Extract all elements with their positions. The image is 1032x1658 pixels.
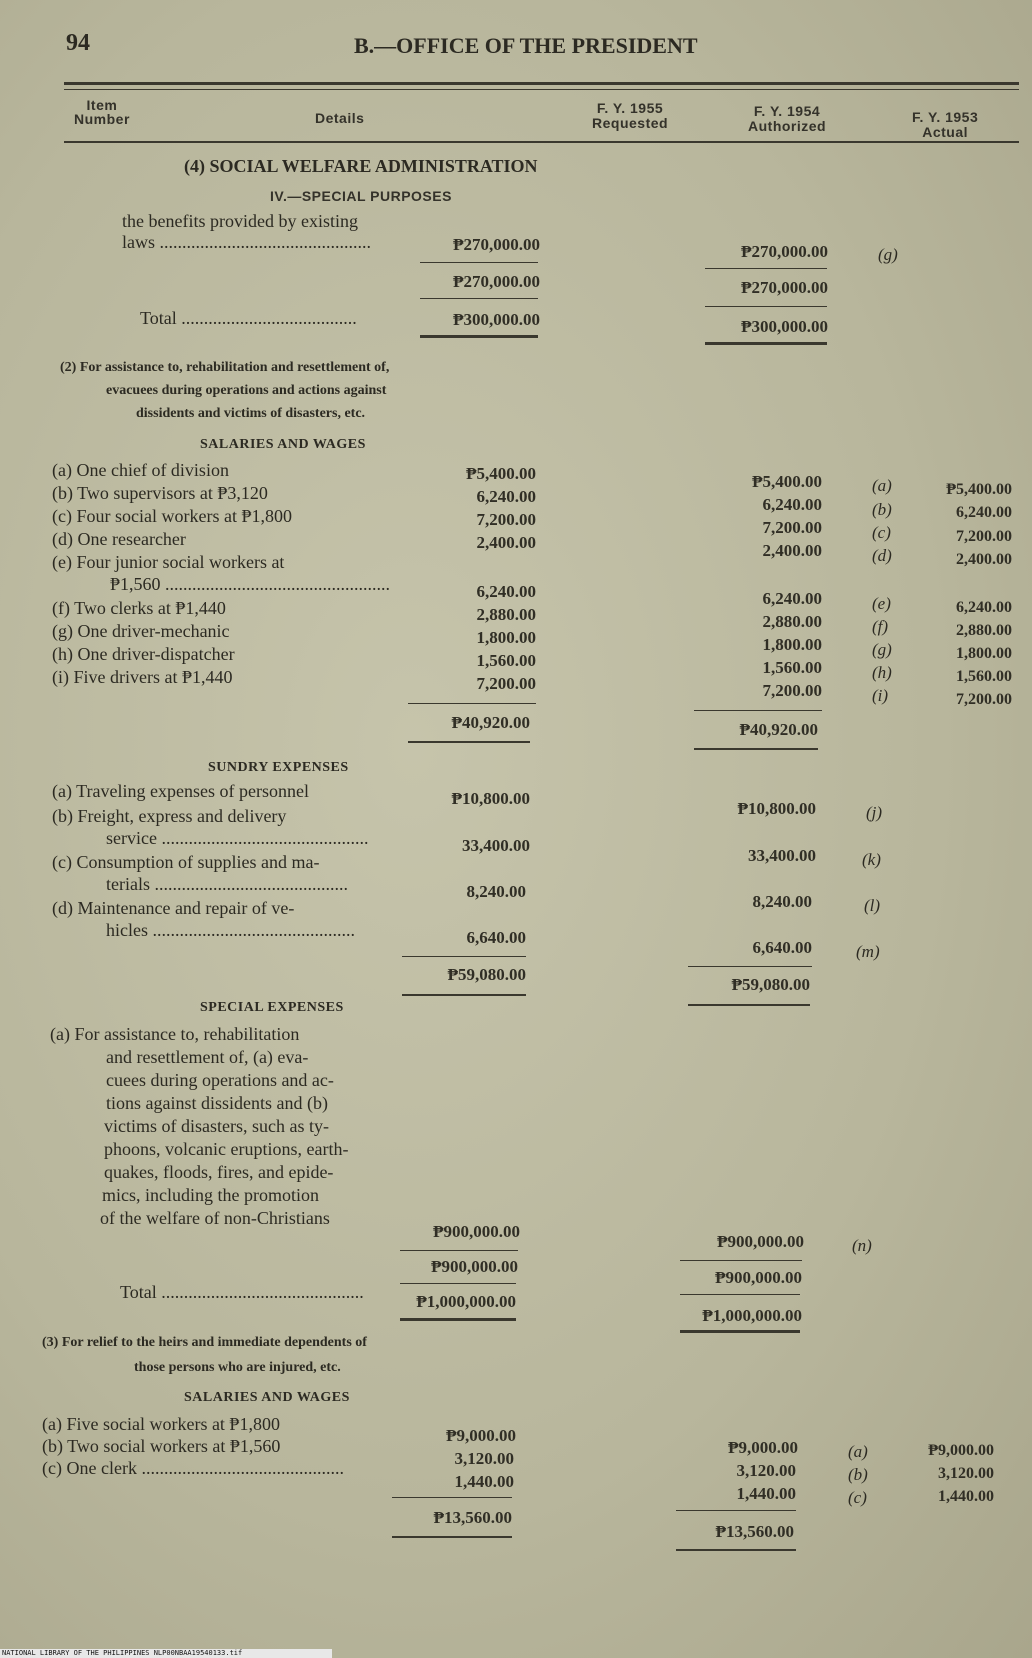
rule	[400, 1283, 516, 1284]
sundry-note: (l)	[864, 896, 881, 915]
page-title: B.—OFFICE OF THE PRESIDENT	[354, 33, 698, 58]
leader-dots: ...........................................	[149, 874, 348, 894]
carry-line1: the benefits provided by existing	[122, 211, 358, 231]
special-auth: ₱900,000.00	[717, 1232, 804, 1251]
salary-label: (g) One driver-mechanic	[52, 621, 230, 641]
salary-req: 1,800.00	[476, 628, 536, 647]
p3-salary-label	[42, 1458, 344, 1479]
salary-label-cont-text: ₱1,560	[110, 574, 161, 594]
sundry-label-cont-text: hicles	[106, 920, 148, 940]
page-number: 94	[66, 30, 90, 56]
salary-actual: 1,560.00	[956, 668, 1012, 685]
salary-req: ₱5,400.00	[466, 464, 536, 483]
double-rule	[400, 1318, 516, 1321]
sundry-label-cont	[106, 920, 355, 941]
salary-auth: 1,560.00	[762, 658, 822, 677]
salary-req: 2,400.00	[476, 533, 536, 552]
salaries-total-req: ₱40,920.00	[451, 713, 530, 732]
col-fy1954	[748, 104, 826, 134]
part2-total-text: Total	[120, 1282, 157, 1302]
rule	[694, 710, 822, 711]
part2-total-req: ₱1,000,000.00	[416, 1292, 516, 1311]
salary-actual: ₱5,400.00	[946, 481, 1012, 498]
salary-note: (d)	[872, 546, 892, 565]
col-fy1953-line2: Actual	[922, 124, 969, 140]
part2-heading-2: evacuees during operations and actions against	[106, 383, 387, 398]
leader-dots: .............................................	[156, 1282, 364, 1302]
special-title: SPECIAL EXPENSES	[200, 1000, 344, 1015]
special-req: ₱900,000.00	[433, 1222, 520, 1241]
salary-label: (c) Four social workers at ₱1,800	[52, 506, 292, 526]
salary-req: 7,200.00	[476, 510, 536, 529]
header-rule-bottom	[64, 141, 1019, 143]
rule	[392, 1536, 512, 1538]
leader-dots: ..............................................	[156, 828, 369, 848]
salary-auth: 7,200.00	[762, 518, 822, 537]
sundry-label-cont-text: service	[106, 828, 157, 848]
rule	[392, 1497, 512, 1498]
special-line: victims of disasters, such as ty-	[104, 1116, 329, 1136]
col-item-number	[74, 98, 130, 126]
p3-salary-note: (b)	[848, 1465, 868, 1484]
col-fy1953	[912, 110, 978, 140]
salary-note: (h)	[872, 663, 892, 682]
p3-salary-req: ₱9,000.00	[446, 1426, 516, 1445]
salary-actual: 2,880.00	[956, 622, 1012, 639]
p3-total-auth: ₱13,560.00	[715, 1522, 794, 1541]
p3-salary-note: (a)	[848, 1442, 868, 1461]
leader-dots: .......................................	[176, 308, 357, 328]
p3-salary-actual: 1,440.00	[938, 1488, 994, 1505]
salary-req: 6,240.00	[476, 487, 536, 506]
salary-note: (a)	[872, 476, 892, 495]
sundry-total-req: ₱59,080.00	[447, 965, 526, 984]
col-details: Details	[315, 110, 365, 126]
salary-actual: 6,240.00	[956, 599, 1012, 616]
salary-req: 7,200.00	[476, 674, 536, 693]
part2-salaries-title: SALARIES AND WAGES	[200, 437, 366, 452]
carry-total-text: Total	[140, 308, 177, 328]
col-fy1953-line1: F. Y. 1953	[912, 109, 979, 125]
rule	[402, 956, 526, 957]
salary-auth: 6,240.00	[762, 589, 822, 608]
salary-label-cont	[110, 574, 390, 595]
rule	[680, 1260, 802, 1261]
p3-salary-label: (b) Two social workers at ₱1,560	[42, 1436, 281, 1456]
p3-salary-actual: ₱9,000.00	[928, 1442, 994, 1459]
carry-sub-req: ₱270,000.00	[453, 272, 540, 291]
p3-salary-req: 3,120.00	[454, 1449, 514, 1468]
col-fy1954-line2: Authorized	[748, 118, 827, 134]
leader-dots: ...............................................	[155, 232, 371, 252]
salary-auth: ₱5,400.00	[752, 472, 822, 491]
sundry-note: (m)	[856, 942, 880, 961]
salary-actual: 7,200.00	[956, 691, 1012, 708]
rule	[408, 741, 530, 743]
sundry-req: ₱10,800.00	[451, 789, 530, 808]
carry-total-label	[140, 308, 357, 329]
p3-salary-auth: ₱9,000.00	[728, 1438, 798, 1457]
sundry-note: (k)	[862, 850, 881, 869]
salaries-total-auth: ₱40,920.00	[739, 720, 818, 739]
p3-salary-label: (a) Five social workers at ₱1,800	[42, 1414, 280, 1434]
salary-actual: 6,240.00	[956, 504, 1012, 521]
special-line: phoons, volcanic eruptions, earth-	[104, 1139, 349, 1159]
sundry-label-cont	[106, 874, 348, 895]
sundry-req: 8,240.00	[466, 882, 526, 901]
rule	[676, 1510, 796, 1511]
double-rule	[705, 342, 827, 345]
salary-label: (a) One chief of division	[52, 460, 229, 480]
carry-auth: ₱270,000.00	[741, 242, 828, 261]
sundry-title: SUNDRY EXPENSES	[208, 760, 349, 775]
salary-label: (f) Two clerks at ₱1,440	[52, 598, 226, 618]
special-line: quakes, floods, fires, and epide-	[104, 1162, 334, 1182]
section-title: (4) SOCIAL WELFARE ADMINISTRATION	[184, 156, 538, 176]
header-rule-top	[64, 82, 1019, 85]
carry-req: ₱270,000.00	[453, 235, 540, 254]
salary-note: (e)	[872, 594, 891, 613]
rule	[680, 1294, 800, 1295]
special-line: (a) For assistance to, rehabilitation	[50, 1024, 300, 1044]
special-line: of the welfare of non-Christians	[100, 1208, 330, 1228]
special-note: (n)	[852, 1236, 872, 1255]
salary-note: (c)	[872, 523, 891, 542]
double-rule	[420, 335, 538, 338]
salary-note: (g)	[872, 640, 892, 659]
carry-line2-text: laws	[122, 232, 155, 252]
col-fy1955-line2: Requested	[592, 115, 669, 131]
rule	[694, 748, 818, 750]
special-sub-auth: ₱900,000.00	[715, 1268, 802, 1287]
salary-actual: 1,800.00	[956, 645, 1012, 662]
salary-note: (i)	[872, 686, 889, 705]
rule	[705, 268, 827, 269]
carry-total-req: ₱300,000.00	[453, 310, 540, 329]
leader-dots: .............................................	[136, 1458, 344, 1478]
carry-note: (g)	[878, 245, 898, 264]
p3-salary-auth: 1,440.00	[736, 1484, 796, 1503]
salary-req: 1,560.00	[476, 651, 536, 670]
col-fy1954-line1: F. Y. 1954	[753, 103, 821, 119]
sundry-label: (b) Freight, express and delivery	[52, 806, 287, 826]
sundry-auth: 33,400.00	[748, 846, 816, 865]
sundry-total-auth: ₱59,080.00	[731, 975, 810, 994]
salary-label: (e) Four junior social workers at	[52, 552, 285, 572]
special-line: tions against dissidents and (b)	[106, 1093, 328, 1113]
sundry-auth: ₱10,800.00	[737, 799, 816, 818]
p3-total-req: ₱13,560.00	[433, 1508, 512, 1527]
p3-salary-note: (c)	[848, 1488, 867, 1507]
sundry-note: (j)	[866, 803, 883, 822]
scan-footer: NATIONAL LIBRARY OF THE PHILIPPINES NLP00NBAA19540133.tif	[0, 1649, 332, 1658]
special-line: cuees during operations and ac-	[106, 1070, 334, 1090]
header-rule-top-2	[64, 89, 1019, 90]
p3-salary-auth: 3,120.00	[736, 1461, 796, 1480]
p3-salary-req: 1,440.00	[454, 1472, 514, 1491]
rule	[402, 994, 526, 996]
carry-total-auth: ₱300,000.00	[741, 317, 828, 336]
salary-auth: 6,240.00	[762, 495, 822, 514]
col-fy1955-line1: F. Y. 1955	[596, 100, 664, 116]
rule	[400, 1250, 518, 1251]
part2-total-label	[120, 1282, 364, 1303]
sundry-label: (d) Maintenance and repair of ve-	[52, 898, 295, 918]
part2-heading-1: (2) For assistance to, rehabilitation and resettlement of,	[60, 360, 390, 375]
carry-sub-auth: ₱270,000.00	[741, 278, 828, 297]
salary-auth: 2,400.00	[762, 541, 822, 560]
p3-salary-label-text: (c) One clerk	[42, 1458, 137, 1478]
salary-req: 2,880.00	[476, 605, 536, 624]
p3-salary-actual: 3,120.00	[938, 1465, 994, 1482]
special-line: and resettlement of, (a) eva-	[106, 1047, 309, 1067]
rule	[688, 966, 812, 967]
col-fy1955	[592, 101, 668, 131]
sundry-label: (c) Consumption of supplies and ma-	[52, 852, 320, 872]
rule	[688, 1004, 810, 1006]
leader-dots: .............................................	[148, 920, 355, 940]
part3-salaries-title: SALARIES AND WAGES	[184, 1390, 350, 1405]
rule	[420, 298, 538, 299]
salary-req: 6,240.00	[476, 582, 536, 601]
part3-heading-1: (3) For relief to the heirs and immediate dependents of	[42, 1335, 367, 1350]
section-subtitle: IV.—SPECIAL PURPOSES	[270, 188, 452, 204]
salary-label: (h) One driver-dispatcher	[52, 644, 235, 664]
salary-auth: 7,200.00	[762, 681, 822, 700]
sundry-req: 33,400.00	[462, 836, 530, 855]
rule	[705, 306, 827, 307]
col-item-line2: Number	[74, 111, 130, 127]
part2-heading-3: dissidents and victims of disasters, etc.	[136, 406, 366, 421]
sundry-label-cont-text: terials	[106, 874, 150, 894]
leader-dots: ..................................................	[160, 574, 391, 594]
double-rule	[680, 1330, 800, 1333]
salary-auth: 2,880.00	[762, 612, 822, 631]
salary-label: (d) One researcher	[52, 529, 186, 549]
sundry-auth: 6,640.00	[752, 938, 812, 957]
carry-line2	[122, 232, 371, 253]
salary-label: (b) Two supervisors at ₱3,120	[52, 483, 268, 503]
salary-note: (b)	[872, 500, 892, 519]
col-item-line1: Item	[86, 97, 118, 113]
salary-auth: 1,800.00	[762, 635, 822, 654]
sundry-label-cont	[106, 828, 368, 849]
special-sub-req: ₱900,000.00	[431, 1257, 518, 1276]
part2-total-auth: ₱1,000,000.00	[702, 1306, 802, 1325]
salary-actual: 2,400.00	[956, 551, 1012, 568]
rule	[408, 703, 536, 704]
sundry-auth: 8,240.00	[752, 892, 812, 911]
sundry-req: 6,640.00	[466, 928, 526, 947]
salary-actual: 7,200.00	[956, 528, 1012, 545]
special-line: mics, including the promotion	[102, 1185, 319, 1205]
sundry-label: (a) Traveling expenses of personnel	[52, 781, 309, 801]
rule	[420, 262, 538, 263]
salary-note: (f)	[872, 617, 889, 636]
part3-heading-2: those persons who are injured, etc.	[134, 1360, 341, 1375]
rule	[676, 1549, 796, 1551]
salary-label: (i) Five drivers at ₱1,440	[52, 667, 233, 687]
